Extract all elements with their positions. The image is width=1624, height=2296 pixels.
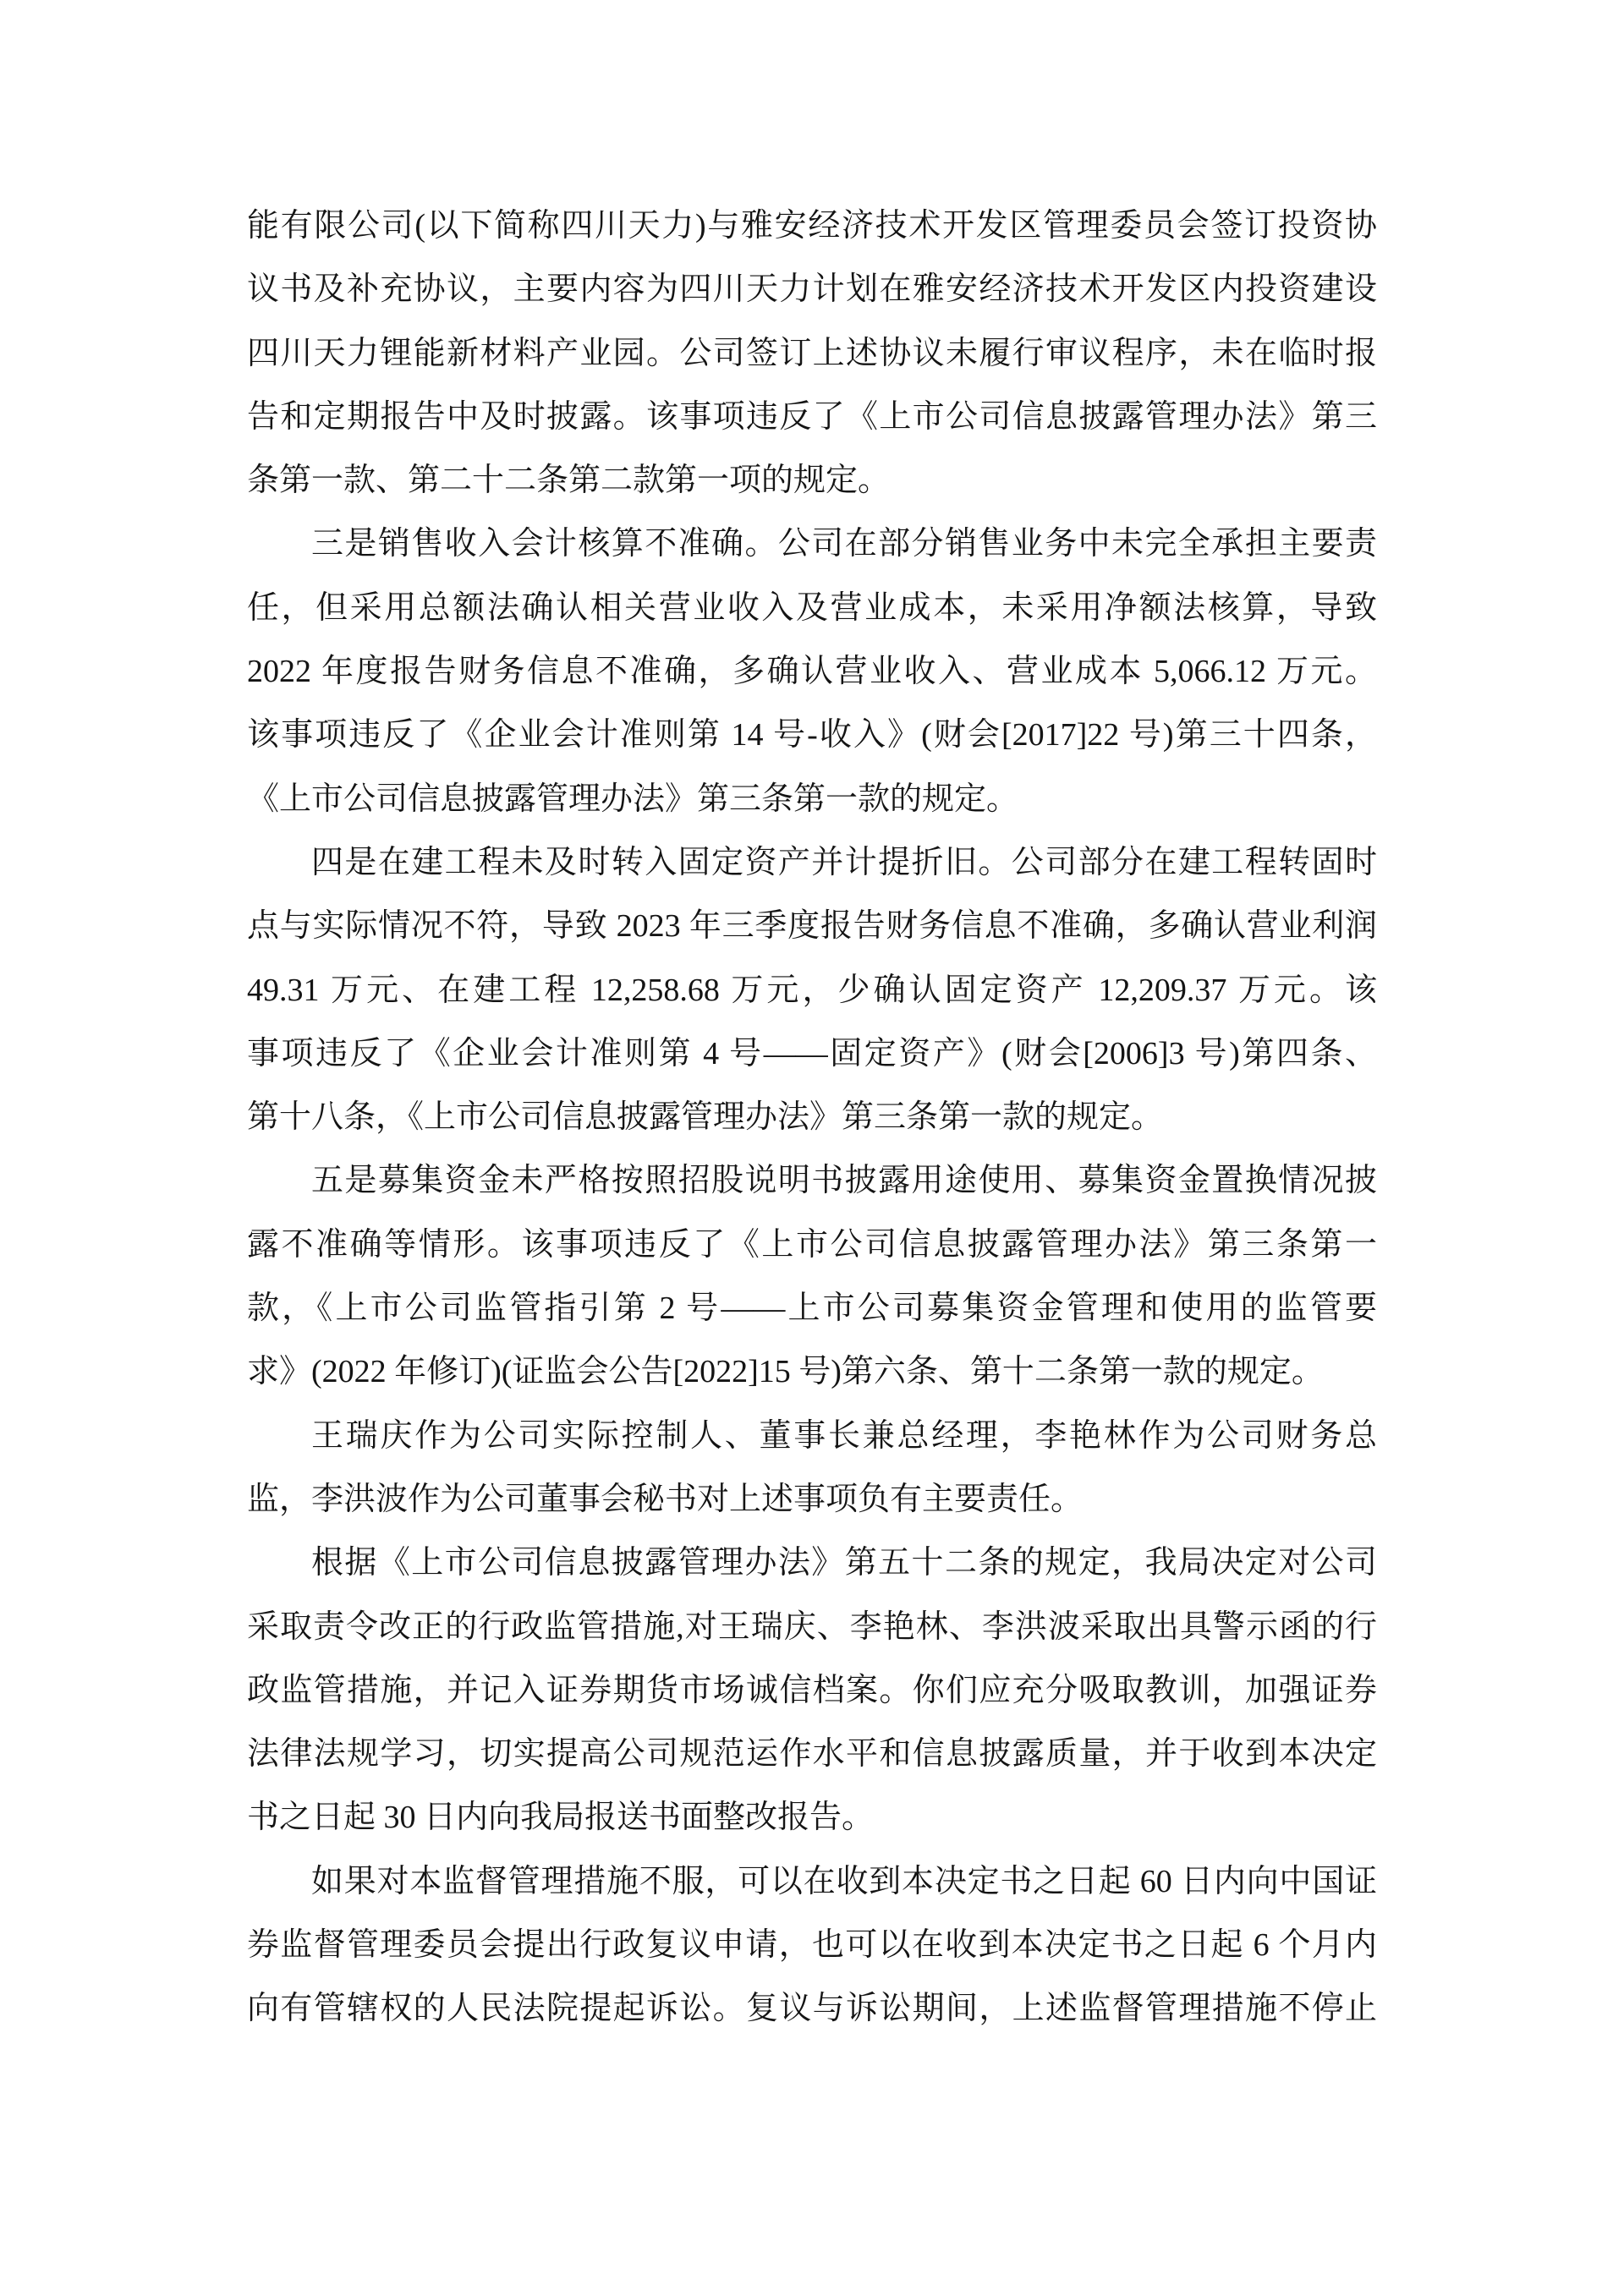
text-line: 五是募集资金未严格按照招股说明书披露用途使用、募集资金置换情况披 bbox=[311, 1163, 1377, 1199]
text-line: 采取责令改正的行政监管措施,对王瑞庆、李艳林、李洪波采取出具警示函的行 bbox=[247, 1608, 1377, 1645]
text-line: 四是在建工程未及时转入固定资产并计提折旧。公司部分在建工程转固时 bbox=[311, 844, 1377, 880]
text-line: 四川天力锂能新材料产业园。公司签订上述协议未履行审议程序，未在临时报 bbox=[247, 335, 1377, 371]
text-line: 告和定期报告中及时披露。该事项违反了《上市公司信息披露管理办法》第三 bbox=[247, 398, 1377, 435]
paragraph-1 bbox=[247, 195, 1377, 512]
text-line: 49.31 万元、在建工程 12,258.68 万元，少确认固定资产 12,209.37 万元。该 bbox=[247, 972, 1377, 1008]
text-line: 2022 年度报告财务信息不准确，多确认营业收入、营业成本 5,066.12 万元。 bbox=[247, 654, 1377, 690]
text-line: 任，但采用总额法确认相关营业收入及营业成本，未采用净额法核算，导致 bbox=[247, 589, 1377, 626]
text-line: 条第一款、第二十二条第二款第一项的规定。 bbox=[247, 463, 891, 499]
text-line: 《上市公司信息披露管理办法》第三条第一款的规定。 bbox=[247, 781, 1019, 817]
text-line: 求》(2022 年修订)(证监会公告[2022]15 号)第六条、第十二条第一款的规定。 bbox=[247, 1354, 1324, 1390]
document-body bbox=[247, 195, 1377, 2041]
text-line: 三是销售收入会计核算不准确。公司在部分销售业务中未完全承担主要责 bbox=[311, 526, 1377, 562]
text-line: 议书及补充协议，主要内容为四川天力计划在雅安经济技术开发区内投资建设 bbox=[247, 271, 1377, 308]
text-line: 券监督管理委员会提出行政复议申请，也可以在收到本决定书之日起 6 个月内 bbox=[247, 1927, 1377, 1964]
text-line: 露不准确等情形。该事项违反了《上市公司信息披露管理办法》第三条第一 bbox=[247, 1226, 1377, 1263]
text-line: 能有限公司(以下简称四川天力)与雅安经济技术开发区管理委员会签订投资协 bbox=[247, 208, 1377, 244]
paragraph-3 bbox=[247, 831, 1377, 1149]
text-line: 监，李洪波作为公司董事会秘书对上述事项负有主要责任。 bbox=[247, 1481, 1084, 1517]
text-line: 事项违反了《企业会计准则第 4 号——固定资产》(财会[2006]3 号)第四条、 bbox=[247, 1035, 1377, 1071]
paragraph-2 bbox=[247, 512, 1377, 830]
text-line: 该事项违反了《企业会计准则第 14 号-收入》(财会[2017]22 号)第三十四条， bbox=[247, 717, 1377, 753]
paragraph-4 bbox=[247, 1149, 1377, 1404]
text-line: 法律法规学习，切实提高公司规范运作水平和信息披露质量，并于收到本决定 bbox=[247, 1736, 1377, 1773]
text-line: 第十八条，《上市公司信息披露管理办法》第三条第一款的规定。 bbox=[247, 1099, 1164, 1136]
paragraph-7 bbox=[247, 1850, 1377, 2041]
text-line: 政监管措施，并记入证券期货市场诚信档案。你们应充分吸取教训，加强证券 bbox=[247, 1672, 1377, 1708]
text-line: 根据《上市公司信息披露管理办法》第五十二条的规定，我局决定对公司 bbox=[311, 1545, 1377, 1581]
text-line: 向有管辖权的人民法院提起诉讼。复议与诉讼期间，上述监督管理措施不停止 bbox=[247, 1991, 1377, 2027]
text-line: 款，《上市公司监管指引第 2 号——上市公司募集资金管理和使用的监管要 bbox=[247, 1290, 1377, 1327]
paragraph-5 bbox=[247, 1405, 1377, 1532]
text-line: 点与实际情况不符，导致 2023 年三季度报告财务信息不准确，多确认营业利润 bbox=[247, 908, 1377, 945]
text-line: 书之日起 30 日内向我局报送书面整改报告。 bbox=[247, 1800, 875, 1836]
text-line: 如果对本监督管理措施不服，可以在收到本决定书之日起 60 日内向中国证 bbox=[311, 1863, 1377, 1899]
paragraph-6 bbox=[247, 1532, 1377, 1849]
text-line: 王瑞庆作为公司实际控制人、董事长兼总经理，李艳林作为公司财务总 bbox=[311, 1417, 1377, 1454]
